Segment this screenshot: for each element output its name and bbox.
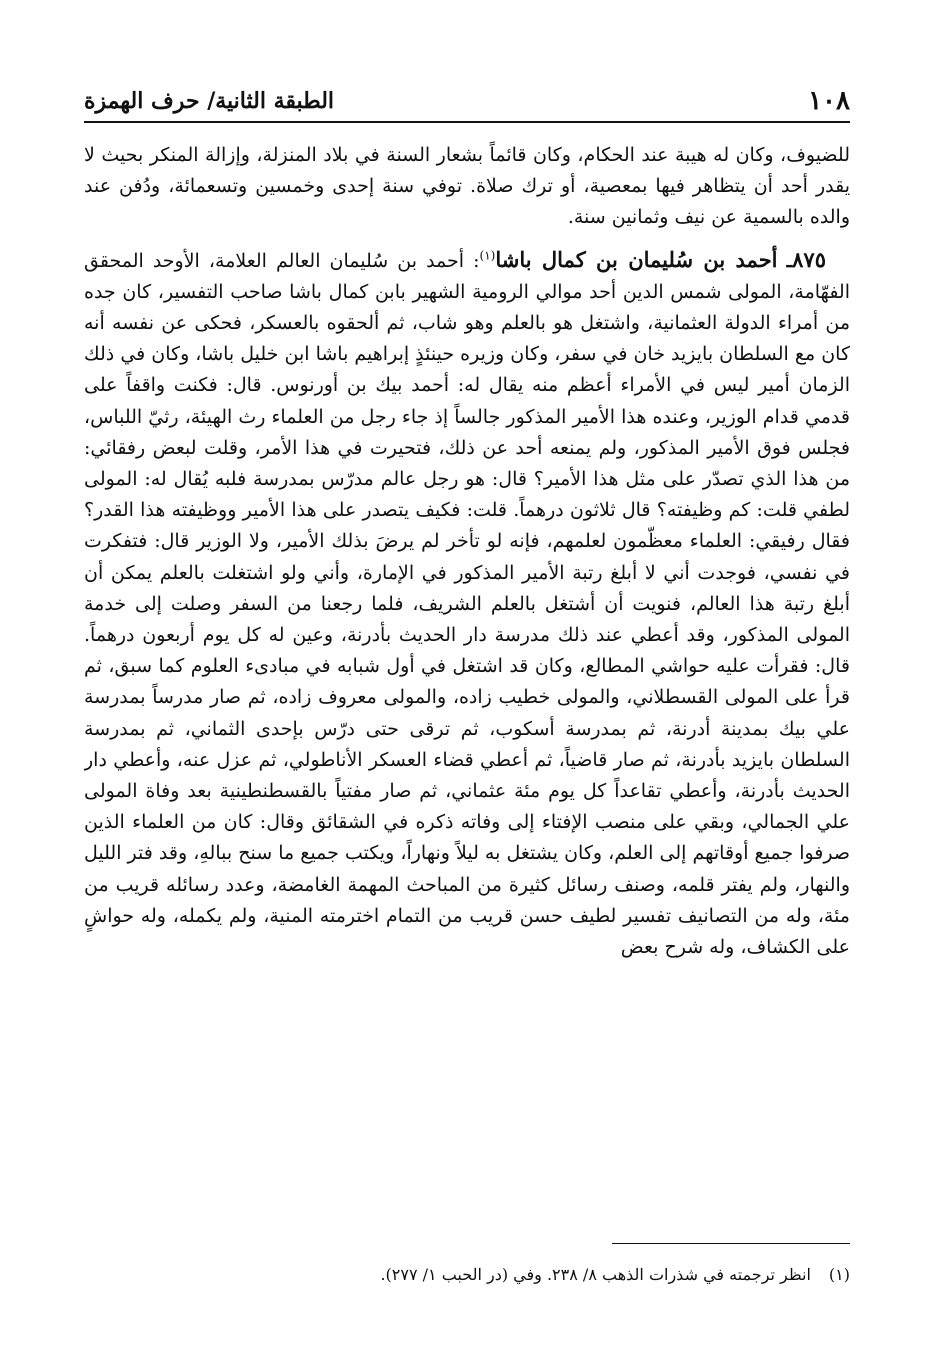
footnotes — [84, 1262, 850, 1288]
entry-name: أحمد بن سُليمان بن كمال باشا — [495, 246, 778, 272]
biography-entry — [84, 244, 850, 964]
entry-number: ٨٧٥ — [792, 246, 826, 272]
running-header — [84, 80, 850, 116]
footnote-text: انظر ترجمته في شذرات الذهب ٨/ ٢٣٨. وفي (در الحبب ١/ ٢٧٧). — [380, 1265, 811, 1284]
main-text — [84, 140, 850, 1230]
footnote — [84, 1262, 850, 1288]
continued-paragraph: للضيوف، وكان له هيبة عند الحكام، وكان قائماً بشعار السنة في بلاد المنزلة، وإزالة المنكر بحيث لا يقدر أحد أن يتظاهر فيها بمعصية، أو ترك صلاة. توفي سنة إحدى وخمسين وتسعمائة، ودُفن عند والده بالسمية عن نيف وثمانين سنة. — [84, 144, 850, 229]
entry-dash: ـ — [786, 249, 793, 272]
entry-text: : أحمد بن سُليمان العالم العلامة، الأوحد المحقق الفهّامة، المولى شمس الدين أحد موالي الرومية الشهير بابن كمال باشا صاحب التفسير، كان جده من أمراء الدولة العثمانية، واشتغل هو بالعلم وهو شاب، ثم ألحقوه بالعسكر، فحكى عن نفسه أنه كان مع السلطان بايزيد خان في سفر، وكان وزيره حينئذٍ إبراهيم باشا ابن خليل باشا، وكان في ذلك الزمان أمير ليس في الأمراء أعظم منه يقال له: أحمد بيك بن أورنوس. قال: فكنت واقفاً على قدمي قدام الوزير، وعنده هذا الأمير المذكور جالساً إذ جاء رجل من العلماء رث الهيئة، رثيّ اللباس، فجلس فوق الأمير المذكور، ولم يمنعه أحد عن ذلك، فتحيرت في هذا الأمر، وقلت لبعض رفقائي: من هذا الذي تصدّر على مثل هذا الأمير؟ قال: هو رجل عالم مدرّس بمدرسة فلبه يُقال له: المولى لطفي قلت: كم وظيفته؟ قال ثلاثون درهماً. قلت: فكيف يتصدر على هذا الأمير ووظيفته هذا القدر؟ فقال رفيقي: العلماء معظّمون لعلمهم، فإنه لو تأخر لم يرضَ بذلك الأمير، ولا الوزير قال: فتفكرت في نفسي، فوجدت أني لا أبلغ رتبة الأمير المذكور في الإمارة، وأني ولو اشتغلت بالعلم يمكن أن أبلغ رتبة هذا العالم، فنويت أن أشتغل بالعلم الشريف، فلما رجعنا من السفر وصلت إلى خدمة المولى المذكور، وقد أعطي عند ذلك مدرسة دار الحديث بأدرنة، وعين له كل يوم أربعون درهماً. قال: فقرأت عليه حواشي المطالع، وكان قد اشتغل في أول شبابه في مبادىء العلوم كما سبق، ثم قرأ على المولى القسطلاني، والمولى خطيب زاده، والمولى معروف زاده، ثم صار مدرساً بمدرسة علي بيك بمدينة أدرنة، ثم بمدرسة أسكوب، ثم ترقى حتى درّس بإحدى الثماني، ثم بمدرسة السلطان بايزيد بأدرنة، ثم صار قاضياً، ثم أعطي قضاء العسكر الأناطولي، ثم عزل عنه، وأعطي دار الحديث بأدرنة، وأعطي تقاعداً كل يوم مئة عثماني، ثم صار مفتياً بالقسطنطينية بعد وفاة المولى علي الجمالي، وبقي على منصب الإفتاء إلى وفاته ذكره في الشقائق وقال: كان من العلماء الذين صرفوا جميع أوقاتهم إلى العلم، وكان يشتغل به ليلاً ونهاراً، ويكتب جميع ما سنح ببالهِ، وقد فتر الليل والنهار، ولم يفتر قلمه، وصنف رسائل كثيرة من المباحث المهمة الغامضة، وعدد رسائله قريب من مئة، وله من التصانيف تفسير لطيف حسن قريب من التمام اخترمته المنية، ولم يكمله، وله حواشٍ على الكشاف، وله شرح بعض — [84, 249, 850, 959]
page-number: ١٠٨ — [808, 86, 850, 116]
section-title: الطبقة الثانية/ حرف الهمزة — [84, 88, 335, 114]
footnote-divider — [612, 1243, 850, 1244]
footnote-number: (١) — [828, 1265, 850, 1284]
header-divider — [84, 121, 850, 123]
footnote-marker: (١) — [479, 248, 496, 263]
